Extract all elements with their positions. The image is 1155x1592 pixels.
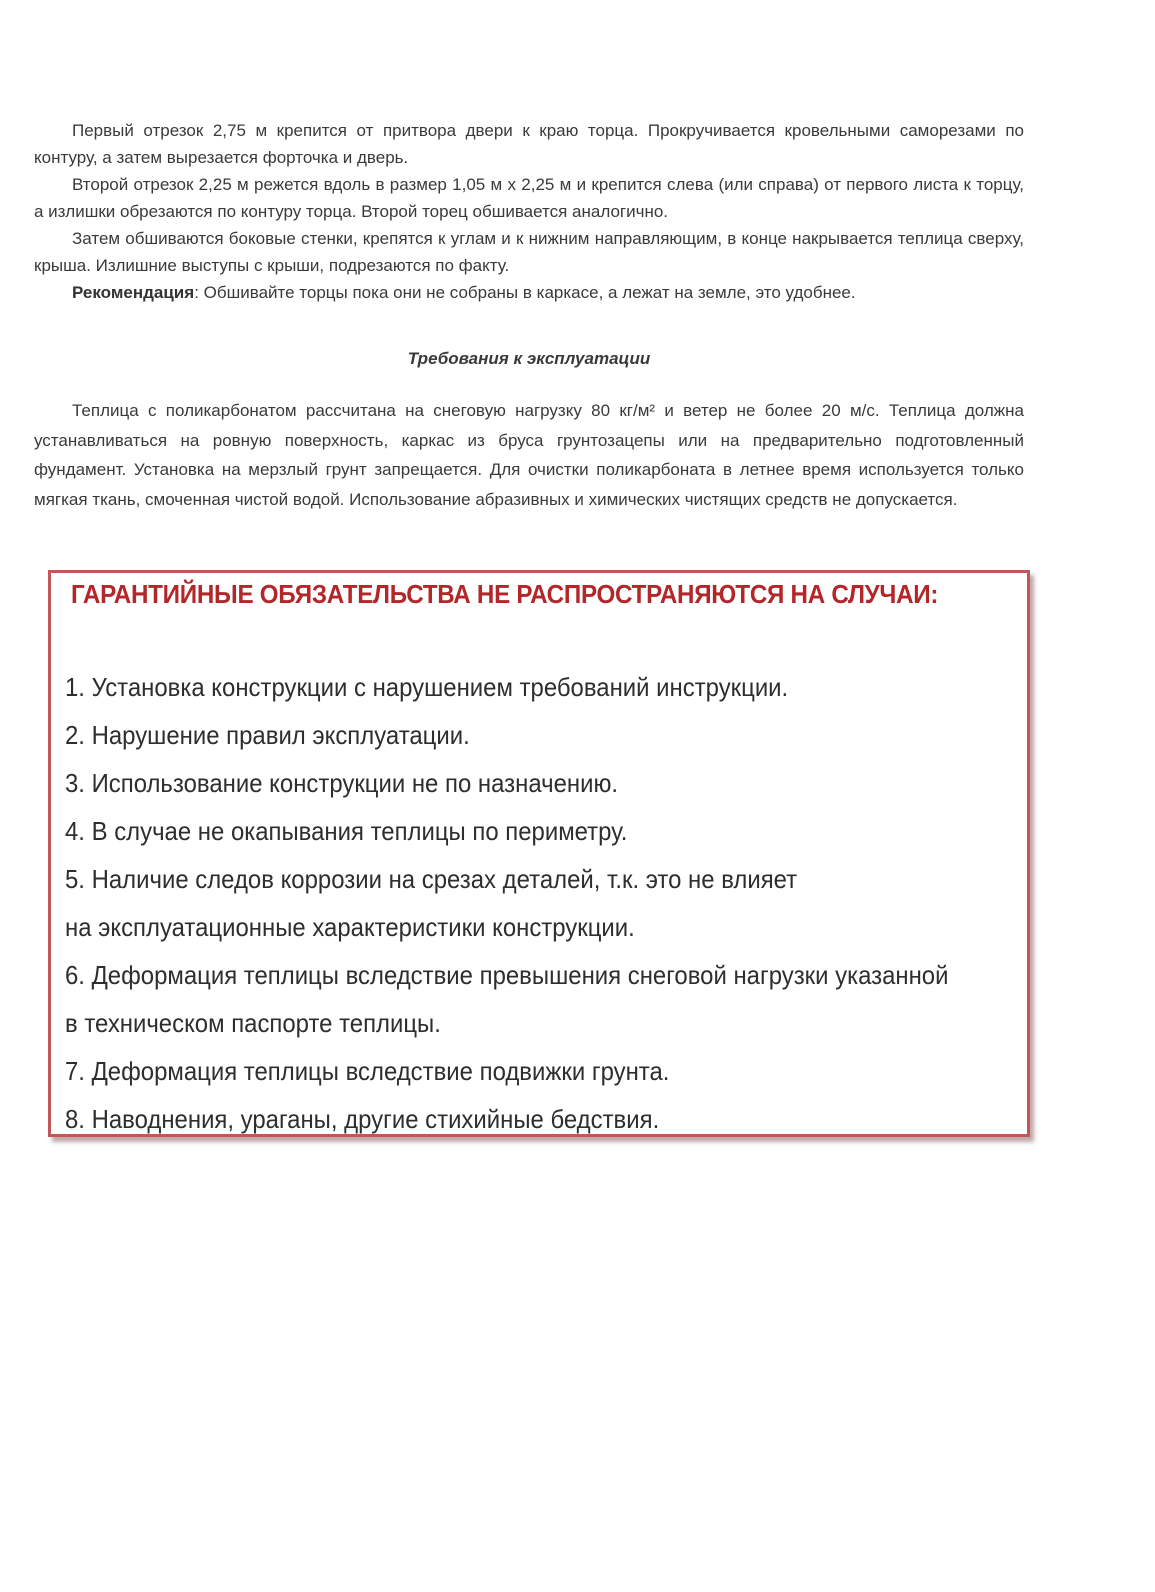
warranty-item: 4. В случае не окапывания теплицы по периметру.: [65, 816, 628, 846]
recommendation-text: : Обшивайте торцы пока они не собраны в каркасе, а лежат на земле, это удобнее.: [194, 283, 856, 302]
warranty-item: 7. Деформация теплицы вследствие подвижки грунта.: [65, 1056, 670, 1086]
operation-requirements-section: [34, 396, 1024, 514]
warranty-item-continuation: в техническом паспорте теплицы.: [65, 1008, 441, 1038]
warranty-item: 3. Использование конструкции не по назначению.: [65, 768, 619, 798]
warranty-item: 1. Установка конструкции с нарушением требований инструкции.: [65, 672, 789, 702]
warranty-item: 6. Деформация теплицы вследствие превышения снеговой нагрузки указанной: [65, 960, 949, 990]
operation-requirements-heading: Требования к эксплуатации: [407, 349, 651, 368]
warranty-item: 2. Нарушение правил эксплуатации.: [65, 720, 470, 750]
paragraph-text: Второй отрезок 2,25 м режется вдоль в размер 1,05 м х 2,25 м и крепится слева (или справа) от первого листа к торцу, а излишки обрезаются по контуру торца. Второй торец обшивается аналогично.: [34, 175, 1024, 221]
warranty-title: ГАРАНТИЙНЫЕ ОБЯЗАТЕЛЬСТВА НЕ РАСПРОСТРАНЯЮТСЯ НА СЛУЧАИ:: [71, 579, 939, 609]
installation-section: [34, 117, 1024, 306]
warranty-item: 5. Наличие следов коррозии на срезах деталей, т.к. это не влияет: [65, 864, 798, 894]
paragraph-side-walls: [34, 225, 1024, 279]
paragraph-recommendation: [34, 279, 1024, 306]
paragraph-text: Первый отрезок 2,75 м крепится от притвора двери к краю торца. Прокручивается кровельными саморезами по контуру, а затем вырезается форточка и дверь.: [34, 121, 1024, 167]
paragraph-operation: [34, 396, 1024, 514]
warranty-exclusions-box: [48, 570, 1030, 1137]
paragraph-first-segment: [34, 117, 1024, 171]
paragraph-text: Теплица с поликарбонатом рассчитана на снеговую нагрузку 80 кг/м² и ветер не более 20 м/с. Теплица должна устанавливаться на ровную поверхность, каркас из бруса грунтозацепы или на предварительно подготовленный фундамент. Установка на мерзлый грунт запрещается. Для очистки поликарбоната в летнее время используется только мягкая ткань, смоченная чистой водой. Использование абразивных и химических чистящих средств не допускается.: [34, 401, 1024, 509]
paragraph-text: Затем обшиваются боковые стенки, крепятся к углам и к нижним направляющим, в конце накрывается теплица сверху, крыша. Излишние выступы с крыши, подрезаются по факту.: [34, 229, 1024, 275]
warranty-item-continuation: на эксплуатационные характеристики конструкции.: [65, 912, 635, 942]
paragraph-second-segment: [34, 171, 1024, 225]
recommendation-label: Рекомендация: [72, 283, 195, 302]
warranty-list: [65, 663, 1025, 1143]
warranty-item: 8. Наводнения, ураганы, другие стихийные бедствия.: [65, 1104, 660, 1134]
